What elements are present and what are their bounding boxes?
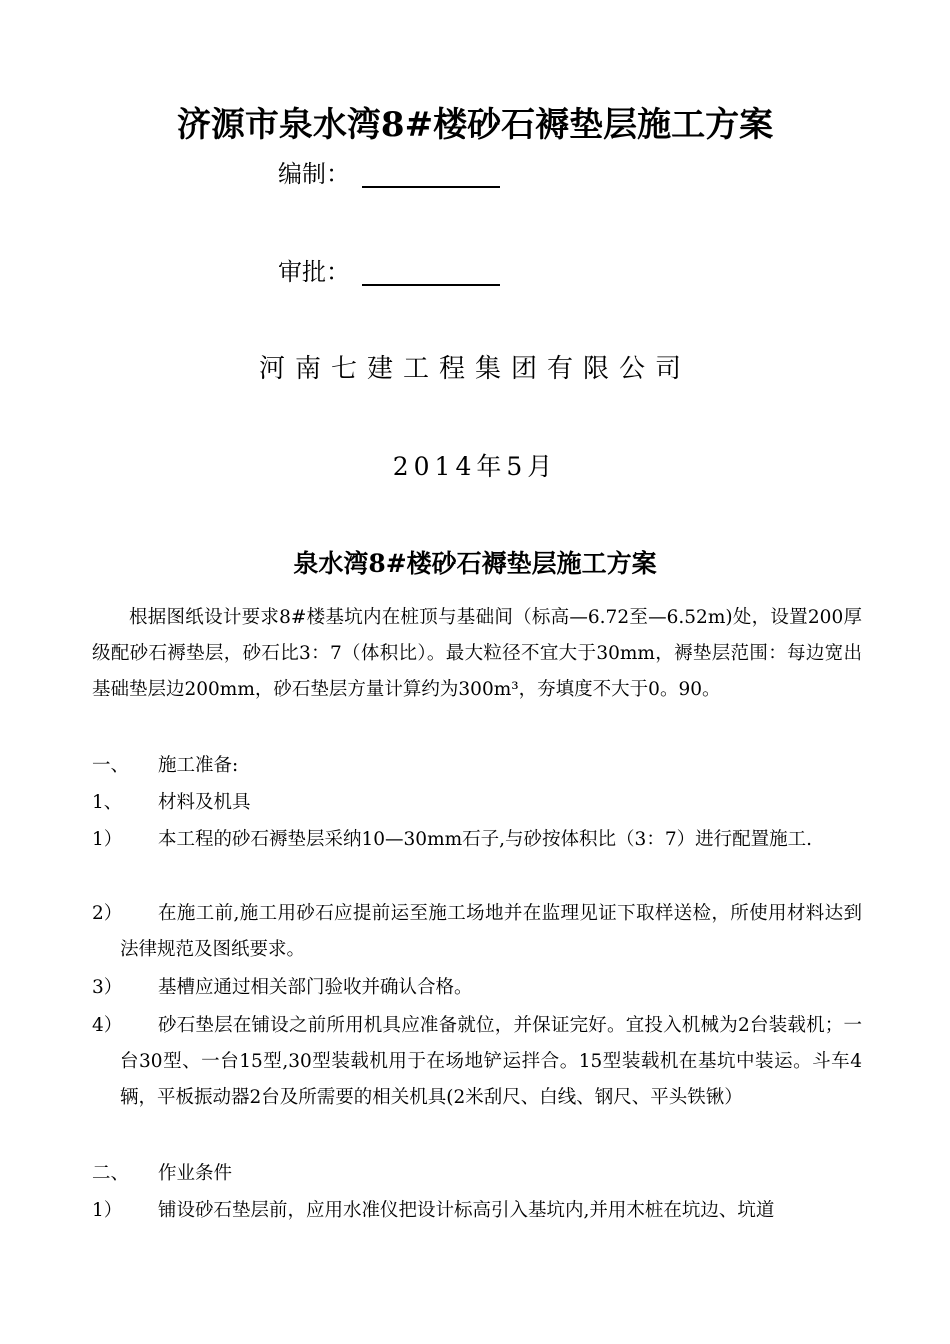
list-item-number: 4） — [92, 1015, 123, 1036]
list-item — [92, 970, 862, 1006]
intro-paragraph: 根据图纸设计要求8#楼基坑内在桩顶与基础间（标高—6.72至—6.52m)处，设置200厚级配砂石褥垫层，砂石比3：7（体积比）。最大粒径不宜大于30mm，褥垫层范围：每边宽出基础垫层边200mm，砂石垫层方量计算约为300m³，夯填度不大于0。90。 — [92, 607, 862, 700]
document-date: 2014年5月 — [392, 452, 558, 481]
list-item-text: 基槽应通过相关部门验收并确认合格。 — [158, 977, 473, 998]
heading-preparation — [92, 748, 862, 784]
heading-text: 施工准备: — [158, 755, 239, 776]
compiled-label: 编制： — [278, 160, 350, 188]
list-item-text: 本工程的砂石褥垫层采纳10—30mm石子,与砂按体积比（3：7）进行配置施工. — [158, 829, 812, 850]
list-item-text: 在施工前,施工用砂石应提前运至施工场地并在监理见证下取样送检，所使用材料达到法律规范及图纸要求。 — [120, 903, 862, 960]
section-title: 泉水湾8#楼砂石褥垫层施工方案 — [293, 549, 657, 578]
approved-signature-line — [362, 284, 500, 286]
list-item-number: 3） — [92, 977, 123, 998]
list-item-number: 2） — [92, 903, 123, 924]
list-item-number: 1） — [92, 1200, 123, 1221]
list-item — [92, 1193, 862, 1229]
list-item-number: 1） — [92, 829, 123, 850]
list-item — [92, 1008, 862, 1116]
list-item — [92, 822, 862, 858]
subheading-materials — [92, 785, 862, 821]
heading-text: 作业条件 — [158, 1163, 233, 1184]
compiled-signature-line — [362, 186, 500, 188]
subheading-number: 1、 — [92, 792, 123, 813]
approved-label: 审批： — [278, 258, 350, 286]
list-item-text: 砂石垫层在铺设之前所用机具应准备就位，并保证完好。宜投入机械为2台装载机；一台30型、一台15型,30型装载机用于在场地铲运拌合。15型装载机在基坑中装运。斗车4辆，平板振动器2台及所需要的相关机具(2米刮尺、白线、钢尺、平头铁锹） — [120, 1015, 862, 1108]
list-item-text: 铺设砂石垫层前，应用水准仪把设计标高引入基坑内,并用木桩在坑边、坑道 — [158, 1200, 775, 1221]
company-name: 河南七建工程集团有限公司 — [258, 354, 691, 384]
subheading-text: 材料及机具 — [158, 792, 251, 813]
heading-number: 一、 — [92, 755, 130, 776]
heading-number: 二、 — [92, 1163, 130, 1184]
main-title: 济源市泉水湾8#楼砂石褥垫层施工方案 — [176, 105, 774, 145]
heading-conditions — [92, 1156, 862, 1192]
list-item — [92, 896, 862, 968]
